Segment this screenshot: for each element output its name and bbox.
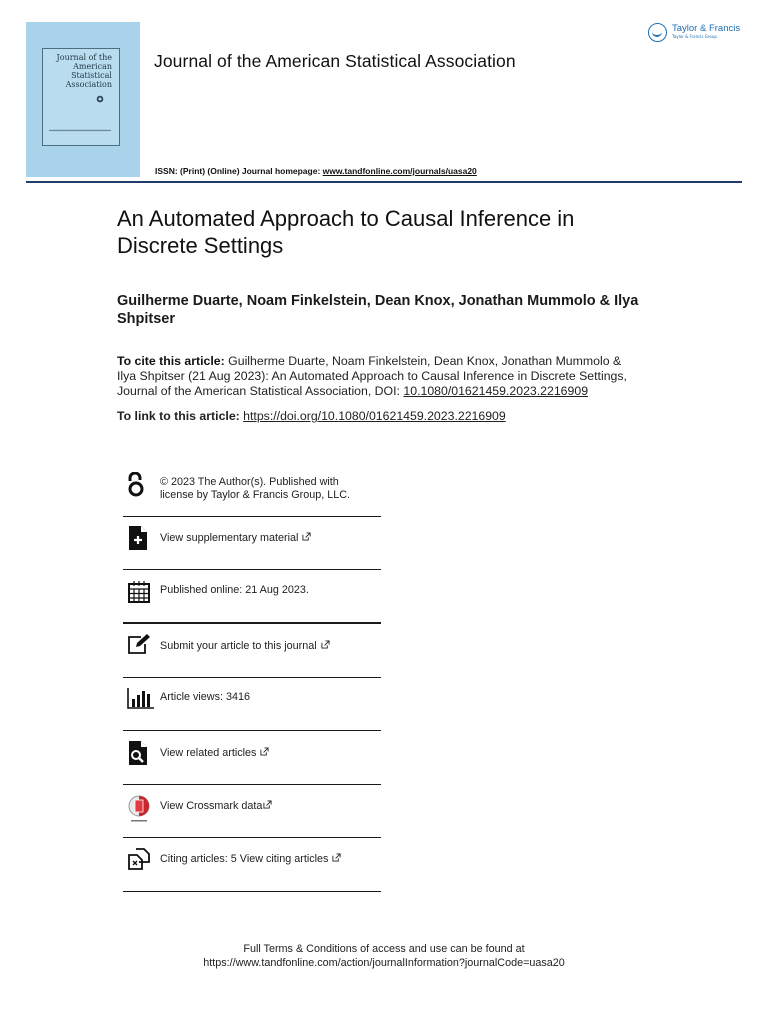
journal-name[interactable]: Journal of the American Statistical Association [154,51,516,71]
bar-chart-icon [127,687,155,712]
crossmark-item[interactable] [123,785,381,838]
cover-line: Association [65,80,112,89]
citing-item[interactable] [123,838,381,892]
authors-line: Shpitser [117,311,176,327]
cite-label: To cite this article: [117,354,225,368]
citing-link[interactable]: Citing articles: 5 View citing articles [160,853,329,865]
cover-seal-icon [43,95,112,106]
terms-footer [0,942,768,970]
link-label: To link to this article: [117,409,244,423]
citing-documents-icon [127,848,151,873]
article-title [117,205,677,259]
cite-text: Guilherme Duarte, Noam Finkelstein, Dean Knox, Jonathan Mummolo & [224,354,622,368]
published-item [123,570,381,624]
cover-issue-strip [49,129,111,133]
cover-line: Statistical [71,71,112,80]
open-access-icon [127,472,145,501]
cover-line: Journal of the [56,53,112,62]
publisher-name: Taylor & Francis [672,23,741,34]
cover-frame [42,48,120,146]
article-info-list [123,460,381,892]
supplementary-item[interactable] [123,517,381,570]
related-item[interactable] [123,731,381,785]
external-link-icon [263,800,272,809]
article-doi-link[interactable]: https://doi.org/10.1080/01621459.2023.2216909 [243,409,506,423]
cite-text: Ilya Shpitser (21 Aug 2023): An Automated Approach to Causal Inference in Discrete Settings, [117,369,627,383]
publisher-subname: Taylor & Francis Group [672,34,717,39]
header-divider [26,181,742,183]
article-title-line: Discrete Settings [117,233,284,258]
publisher-logo[interactable] [648,22,744,46]
article-link-line [117,409,506,423]
published-date: Published online: 21 Aug 2023. [160,584,309,596]
search-document-icon [127,740,149,769]
terms-text: Full Terms & Conditions of access and use can be found at [243,943,525,955]
article-title-line: An Automated Approach to Causal Inference in [117,206,575,231]
submit-link[interactable]: Submit your article to this journal [160,640,317,652]
external-link-icon [332,853,341,862]
journal-cover [26,22,140,177]
file-plus-icon [127,525,149,554]
issn-line [155,166,477,176]
external-link-icon [321,640,330,649]
edit-icon [127,633,151,658]
crossmark-icon [127,795,151,826]
license-item[interactable] [123,460,381,517]
related-link[interactable]: View related articles [160,747,257,759]
license-text: license by Taylor & Francis Group, LLC. [160,489,351,501]
license-text: © 2023 The Author(s). Published with [160,476,339,488]
external-link-icon [260,747,269,756]
journal-homepage-link[interactable]: www.tandfonline.com/journals/uasa20 [322,166,477,176]
crossmark-link[interactable]: View Crossmark data [160,800,263,812]
issn-text: ISSN: (Print) (Online) Journal homepage: [155,166,323,176]
external-link-icon [302,532,311,541]
doi-link[interactable]: 10.1080/01621459.2023.2216909 [403,384,589,398]
citation-block [117,354,657,399]
article-authors [117,292,677,328]
cite-text: Journal of the American Statistical Association, DOI: [117,384,404,398]
publisher-logo-icon [648,23,667,42]
authors-line: Guilherme Duarte, Noam Finkelstein, Dean Knox, Jonathan Mummolo & Ilya [117,293,639,309]
calendar-icon [127,580,151,607]
views-item [123,678,381,731]
supplementary-link[interactable]: View supplementary material [160,532,299,544]
terms-link[interactable]: https://www.tandfonline.com/action/journalInformation?journalCode=uasa20 [203,957,565,969]
article-views: Article views: 3416 [160,691,251,703]
submit-item[interactable] [123,624,381,678]
cover-line: American [73,62,112,71]
